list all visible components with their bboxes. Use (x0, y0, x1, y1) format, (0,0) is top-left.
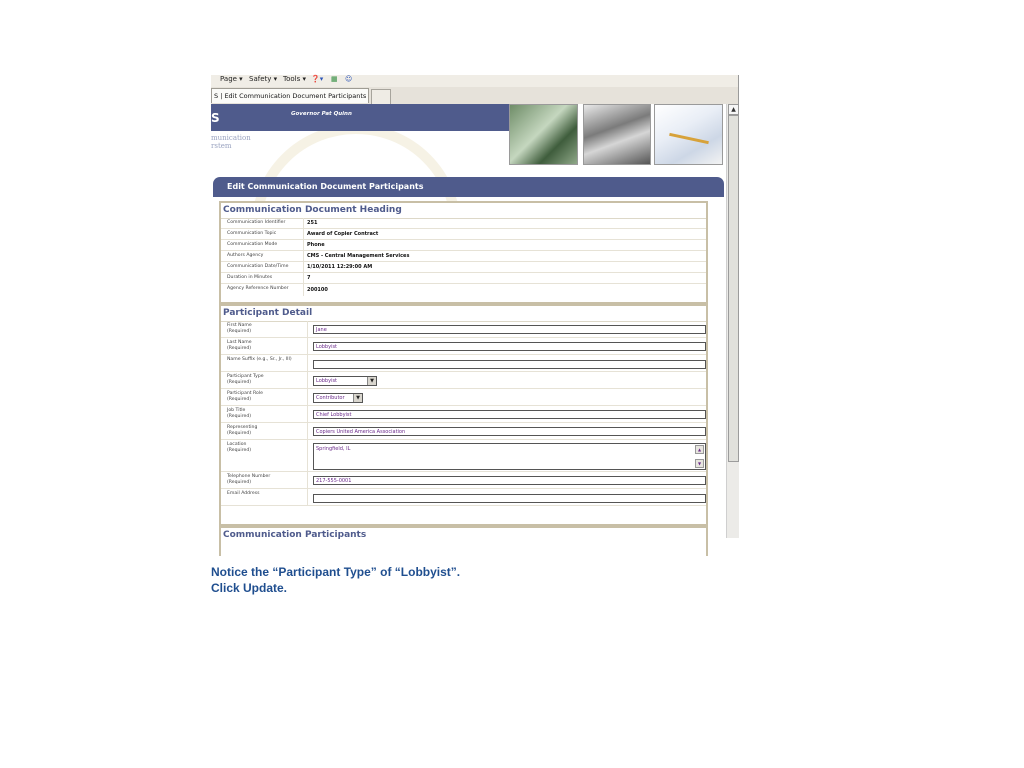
dropdown-arrow-icon[interactable]: ▼ (367, 377, 376, 385)
participant-role-select[interactable] (313, 393, 363, 403)
governor-name: Governor Pat Quinn (291, 111, 352, 117)
participant-type-label (227, 374, 305, 385)
document-photo (654, 104, 723, 165)
tools-menu[interactable]: Tools ▾ (283, 75, 306, 83)
row-separator (307, 406, 308, 422)
heading-row (221, 218, 706, 229)
location-textarea[interactable] (313, 443, 706, 470)
location-row (221, 440, 706, 472)
required-note: (Required) (227, 430, 252, 436)
job-title-input[interactable]: Chief Lobbyist (313, 410, 706, 419)
row-separator (307, 372, 308, 388)
participant-role-row (221, 389, 706, 406)
messenger-icon[interactable]: ☺ (345, 75, 353, 83)
site-logo-fragment: S (211, 111, 220, 125)
required-note: (Required) (227, 379, 252, 385)
row-separator (307, 321, 308, 337)
row-separator (307, 423, 308, 439)
heading-section (219, 201, 708, 304)
heading-row-label: Authors Agency (227, 253, 264, 258)
scroll-up-icon[interactable]: ▲ (695, 445, 704, 454)
suffix-label: Name Suffix (e.g., Sr., Jr., III) (227, 357, 292, 362)
money-photo (509, 104, 578, 165)
page-title: Edit Communication Document Participants (213, 177, 724, 197)
safety-menu[interactable]: Safety ▾ (249, 75, 278, 83)
participant-section-title: Participant Detail (221, 306, 706, 322)
field-label: Last Name (227, 340, 252, 345)
phone-photo (583, 104, 651, 165)
heading-row-label: Communication Topic (227, 231, 277, 236)
telephone-label (227, 474, 305, 485)
participants-section-title: Communication Participants (223, 530, 367, 540)
first-name-row (221, 321, 706, 338)
browser-screenshot (211, 75, 739, 538)
scroll-up-arrow-icon[interactable]: ▲ (728, 104, 739, 115)
last-name-label (227, 340, 305, 351)
research-icon[interactable]: ▦ (331, 75, 338, 83)
required-note: (Required) (227, 345, 252, 351)
field-label: Location (227, 442, 247, 447)
row-separator (307, 355, 308, 371)
scrollbar-thumb[interactable] (728, 115, 739, 462)
last-name-row (221, 338, 706, 355)
communication-identifier-value: 251 (303, 218, 317, 228)
location-label (227, 442, 305, 453)
tagline-line-1: munication (211, 134, 251, 142)
participants-section (219, 526, 708, 556)
caption-line-1: Notice the “Participant Type” of “Lobbyist”. (211, 565, 461, 579)
heading-row (221, 284, 706, 296)
field-label: Representing (227, 425, 258, 430)
caption-line-2: Click Update. (211, 581, 288, 595)
telephone-row (221, 472, 706, 489)
participant-type-row (221, 372, 706, 389)
tab-edit-participants[interactable]: S | Edit Communication Document Participants (211, 88, 369, 103)
heading-row (221, 251, 706, 262)
field-label: Telephone Number (227, 474, 271, 479)
heading-section-title: Communication Document Heading (221, 203, 706, 219)
tab-strip (211, 87, 738, 105)
page-scrollbar[interactable] (726, 104, 739, 538)
required-note: (Required) (227, 479, 252, 485)
email-label: Email Address (227, 491, 260, 496)
telephone-input[interactable]: 217-555-0001 (313, 476, 706, 485)
help-icon[interactable]: ❓▾ (311, 75, 324, 83)
duration-value: 7 (303, 273, 310, 283)
heading-row-label: Communication Identifier (227, 220, 286, 225)
heading-row (221, 273, 706, 284)
representing-input[interactable]: Copiers United America Association (313, 427, 706, 436)
scroll-down-icon[interactable]: ▼ (695, 459, 704, 468)
participant-type-value: Lobbyist (316, 378, 338, 384)
last-name-input[interactable]: Lobbyist (313, 342, 706, 351)
row-separator (307, 338, 308, 354)
job-title-row (221, 406, 706, 423)
participant-role-label (227, 391, 305, 402)
site-banner (211, 104, 509, 131)
first-name-label (227, 323, 305, 334)
field-label: Job Title (227, 408, 246, 413)
heading-row-label: Communication Mode (227, 242, 278, 247)
field-label: Participant Role (227, 391, 263, 396)
site-tagline (211, 134, 251, 150)
page-menu[interactable]: Page ▾ (220, 75, 243, 83)
heading-row (221, 262, 706, 273)
row-separator (307, 389, 308, 405)
name-suffix-input[interactable] (313, 360, 706, 369)
field-label: Participant Type (227, 374, 264, 379)
authors-agency-value: CMS - Central Management Services (303, 251, 409, 261)
pen-image (669, 133, 709, 144)
participant-role-value: Contributor (316, 395, 345, 401)
communication-topic-value: Award of Copier Contract (303, 229, 378, 239)
agency-reference-value: 200100 (303, 284, 328, 296)
heading-row (221, 229, 706, 240)
browser-command-bar (211, 75, 738, 87)
required-note: (Required) (227, 328, 252, 334)
web-page (211, 104, 726, 538)
communication-datetime-value: 1/10/2011 12:29:00 AM (303, 262, 372, 272)
required-note: (Required) (227, 396, 252, 402)
row-separator (307, 489, 308, 505)
representing-row (221, 423, 706, 440)
required-note: (Required) (227, 413, 252, 419)
heading-row-label: Communication Date/Time (227, 264, 289, 269)
participant-detail-section (219, 304, 708, 526)
row-separator (307, 440, 308, 471)
instruction-caption (211, 564, 460, 596)
heading-row-label: Duration in Minutes (227, 275, 273, 280)
job-title-label (227, 408, 305, 419)
row-separator (307, 472, 308, 488)
representing-label (227, 425, 305, 436)
email-row (221, 489, 706, 506)
tagline-line-2: rstem (211, 142, 232, 150)
participant-type-select[interactable] (313, 376, 377, 386)
suffix-row (221, 355, 706, 372)
first-name-input[interactable]: Jane (313, 325, 706, 334)
heading-row (221, 240, 706, 251)
new-tab-button[interactable] (371, 89, 391, 104)
dropdown-arrow-icon[interactable]: ▼ (353, 394, 362, 402)
location-value: Springfield, IL (316, 446, 351, 452)
email-input[interactable] (313, 494, 706, 503)
communication-mode-value: Phone (303, 240, 325, 250)
required-note: (Required) (227, 447, 252, 453)
heading-row-label: Agency Reference Number (227, 286, 289, 291)
field-label: First Name (227, 323, 252, 328)
